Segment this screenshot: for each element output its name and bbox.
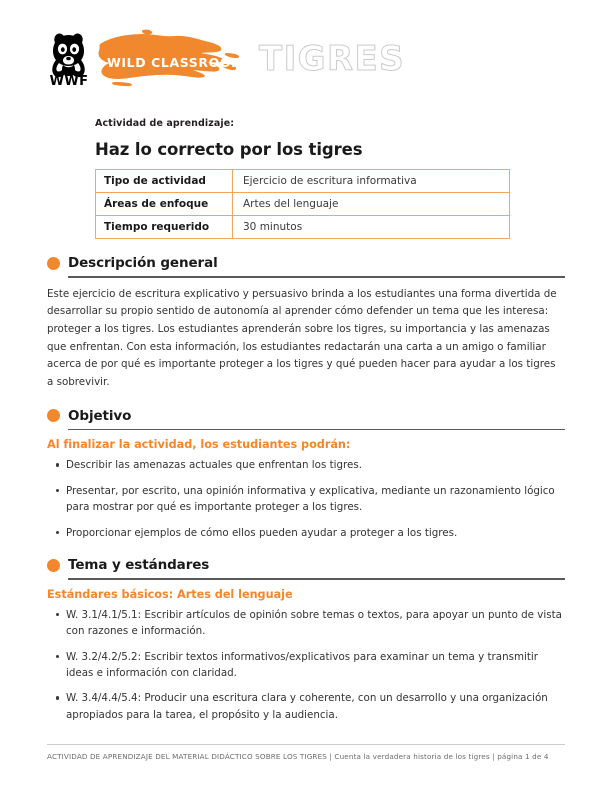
section-subheading: Estándares básicos: Artes del lenguaje <box>47 587 293 601</box>
section-heading <box>47 557 565 573</box>
section-tema-y-estandares <box>47 557 565 723</box>
section-heading <box>47 255 565 271</box>
section-content <box>47 430 565 541</box>
footer-text: ACTIVIDAD DE APRENDIZAJE DEL MATERIAL DIDÁCTICO SOBRE LOS TIGRES | Cuenta la verdadera historia de los tigres | página 1 de 4 <box>47 752 549 761</box>
footer-divider <box>47 744 565 745</box>
list-item: Presentar, por escrito, una opinión informativa y explicativa, mediante un razonamiento lógico para mostrar por qué es importante proteger a los tigres. <box>47 483 565 516</box>
section-title: Tema y estándares <box>68 557 210 574</box>
list-item: W. 3.2/4.2/5.2: Escribir textos informativos/explicativos para examinar un tema y transmitir ideas e información con claridad. <box>47 649 565 682</box>
table-cell-value: 30 minutos <box>233 216 510 239</box>
wild-classroom-brush-logo <box>97 28 245 90</box>
table-cell-key: Tipo de actividad <box>96 170 233 193</box>
table-cell-value: Artes del lenguaje <box>233 193 510 216</box>
table-row <box>96 170 510 193</box>
page-footer <box>47 744 565 761</box>
bullet-dot-icon <box>47 257 60 270</box>
activity-eyebrow-label: Actividad de aprendizaje: <box>95 118 235 129</box>
wwf-panda-logo <box>47 30 91 88</box>
section-title: Objetivo <box>68 407 132 424</box>
list-item: Describir las amenazas actuales que enfrentan los tigres. <box>47 457 565 473</box>
section-paragraph: Este ejercicio de escritura explicativo y persuasivo brinda a los estudiantes una forma divertida de desarrollar su propio sentido de autonomía al aprender cómo defender un tema que les interesa: proteger a los tigres. Los estudiantes aprenderán sobre los tigres, su importancia y las amenazas que enfrentan. Con esta información, los estudiantes redactarán una carta a un amigo o familiar acerca de por qué es importante proteger a los tigres y qué pueden hacer para ayudar a los tigres a sobrevivir. <box>47 287 557 389</box>
section-objetivo <box>47 408 565 541</box>
section-heading <box>47 408 565 424</box>
list-item: W. 3.4/4.4/5.4: Producir una escritura clara y coherente, con un desarrollo y una organización apropiados para la tarea, el propósito y la audiencia. <box>47 690 565 723</box>
section-content <box>47 278 565 392</box>
section-descripcion-general <box>47 255 565 392</box>
table-row <box>96 193 510 216</box>
table-cell-value: Ejercicio de escritura informativa <box>233 170 510 193</box>
wild-classroom-label: WILD CLASSROOM <box>107 55 245 70</box>
table-cell-key: Tiempo requerido <box>96 216 233 239</box>
table-cell-key: Áreas de enfoque <box>96 193 233 216</box>
standards-list <box>47 607 565 724</box>
bullet-dot-icon <box>47 559 60 572</box>
document-body <box>0 118 610 723</box>
list-item: Proporcionar ejemplos de cómo ellos pueden ayudar a proteger a los tigres. <box>47 525 565 541</box>
objectives-list <box>47 457 565 541</box>
page-title: TIGRES <box>259 39 406 79</box>
page-header <box>0 0 610 118</box>
bullet-dot-icon <box>47 409 60 422</box>
section-title: Descripción general <box>68 255 218 271</box>
table-row <box>96 216 510 239</box>
activity-info-table <box>95 169 510 239</box>
activity-title: Haz lo correcto por los tigres <box>95 140 363 159</box>
wwf-wordmark: WWF <box>49 74 89 88</box>
section-content <box>47 580 565 724</box>
list-item: W. 3.1/4.1/5.1: Escribir artículos de opinión sobre temas o textos, para apoyar un punto de vista con razones e información. <box>47 607 565 640</box>
section-subheading: Al finalizar la actividad, los estudiantes podrán: <box>47 438 351 452</box>
